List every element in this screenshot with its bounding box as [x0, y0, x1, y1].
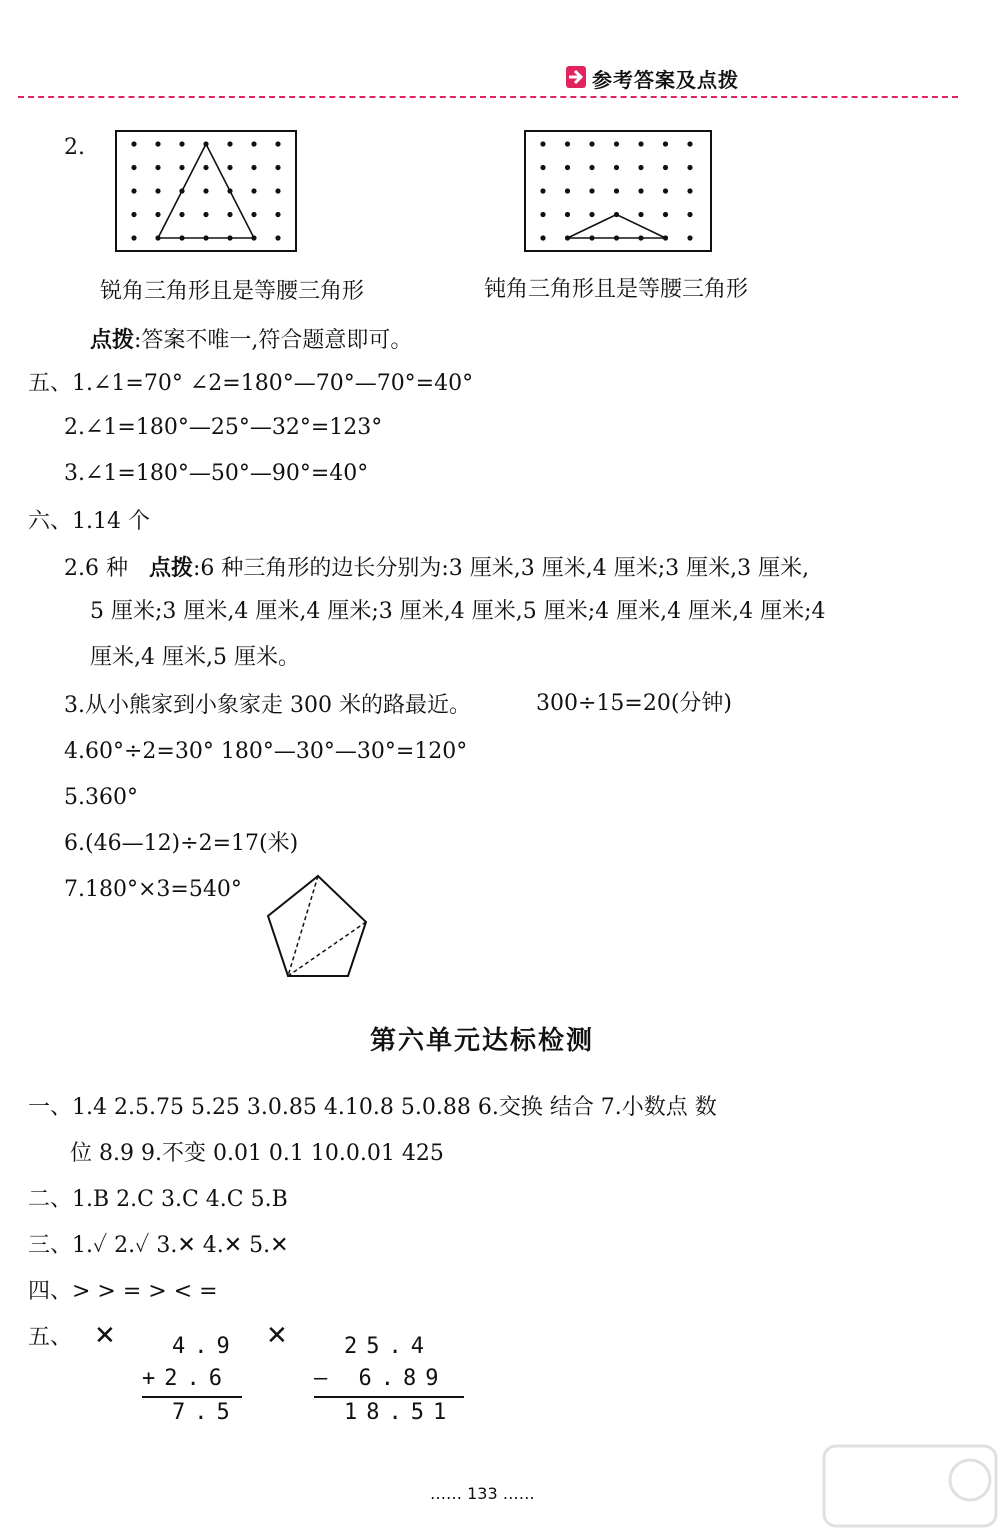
page-number: [430, 1484, 535, 1503]
page-number-value: 133: [467, 1484, 498, 1503]
grid-dot: [155, 188, 160, 193]
grid-dot: [565, 141, 570, 146]
q6-line-2: [64, 554, 809, 583]
grid-dot: [275, 188, 280, 193]
calc2-result: 18.51: [344, 1400, 456, 1425]
q6-line-7: 5.360°: [64, 785, 138, 810]
grid-dot: [687, 235, 692, 240]
grid-dot: [638, 212, 643, 217]
grid-dot: [663, 141, 668, 146]
hint-line: [90, 326, 412, 355]
caption-obtuse: 钝角三角形且是等腰三角形: [484, 277, 749, 302]
u6-s1-line-2: 位 8.9 9.不变 0.01 0.1 10.0.01 425: [70, 1141, 444, 1166]
hint-text: :答案不唯一,符合题意即可。: [134, 328, 413, 353]
grid-dot: [589, 212, 594, 217]
grid-dot: [179, 212, 184, 217]
grid-dot: [540, 188, 545, 193]
grid-dot: [687, 188, 692, 193]
calc2-mid: — 6.89: [314, 1366, 448, 1391]
grid-dot: [589, 188, 594, 193]
grid-dot: [251, 212, 256, 217]
unit-6-title: 第六单元达标检测: [370, 1026, 595, 1056]
pentagon-figure: [262, 872, 372, 982]
hint-label: 点拨: [90, 327, 135, 353]
grid-dot: [179, 165, 184, 170]
grid-dot: [540, 141, 545, 146]
grid-dot: [275, 235, 280, 240]
grid-dot: [565, 188, 570, 193]
calc1-result: 7.5: [172, 1400, 239, 1425]
q6-line-4: 厘米,4 厘米,5 厘米。: [90, 645, 300, 670]
grid-dot: [614, 141, 619, 146]
q6-line-1: 六、1.14 个: [28, 509, 150, 534]
q6-line-3: 5 厘米;3 厘米,4 厘米,4 厘米;3 厘米,4 厘米,5 厘米;4 厘米,4 厘米,4 厘米;4: [90, 599, 826, 624]
grid-dot: [251, 188, 256, 193]
page-dots-left: ……: [430, 1484, 462, 1503]
acute-isosceles-triangle-figure: [117, 132, 295, 250]
dot-grid-acute: [115, 130, 297, 252]
dot-grid-obtuse: [524, 130, 712, 252]
calc1-top: 4.9: [172, 1334, 239, 1359]
u6-s2: 二、1.B 2.C 3.C 4.C 5.B: [28, 1187, 288, 1212]
grid-dot: [663, 212, 668, 217]
grid-dot: [179, 141, 184, 146]
grid-dot: [131, 141, 136, 146]
grid-dot: [540, 165, 545, 170]
grid-dot: [227, 212, 232, 217]
grid-dot: [589, 141, 594, 146]
q5-line-2: 2.∠1=180°—25°—32°=123°: [64, 415, 383, 440]
q6-line-5a: 3.从小熊家到小象家走 300 米的路最近。: [64, 693, 471, 718]
q5-line-3: 3.∠1=180°—50°—90°=40°: [64, 461, 369, 486]
grid-dot: [155, 212, 160, 217]
grid-dot: [614, 188, 619, 193]
calc1-rule: [142, 1396, 242, 1398]
grid-dot: [131, 165, 136, 170]
cross-mark-2: ✕: [266, 1321, 288, 1351]
q2-number: 2.: [64, 135, 85, 160]
grid-dot: [227, 165, 232, 170]
grid-dot: [540, 235, 545, 240]
grid-dot: [687, 165, 692, 170]
triangle-outline: [568, 215, 666, 239]
q5-line-1: 五、1.∠1=70° ∠2=180°—70°—70°=40°: [28, 371, 474, 396]
grid-dot: [565, 165, 570, 170]
grid-dot: [275, 165, 280, 170]
header-title: 参考答案及点拨: [592, 68, 739, 92]
grid-dot: [565, 212, 570, 217]
q6-line-6: 4.60°÷2=30° 180°—30°—30°=120°: [64, 739, 468, 764]
grid-dot: [131, 212, 136, 217]
grid-dot: [540, 212, 545, 217]
u6-s3: 三、1.✓ 2.✓ 3.✕ 4.✕ 5.✕: [28, 1233, 289, 1258]
grid-dot: [203, 165, 208, 170]
arrow-icon: [566, 66, 586, 88]
grid-dot: [663, 188, 668, 193]
grid-dot: [275, 141, 280, 146]
grid-dot: [687, 212, 692, 217]
calc1-mid: +2.6: [142, 1366, 231, 1391]
caption-acute: 锐角三角形且是等腰三角形: [100, 279, 365, 304]
page-dots-right: ……: [502, 1484, 535, 1503]
grid-dot: [589, 165, 594, 170]
grid-dot: [251, 165, 256, 170]
grid-dot: [155, 165, 160, 170]
grid-dot: [638, 188, 643, 193]
q6-2-answer: 2.6 种: [64, 556, 128, 581]
u6-s5-label: 五、: [28, 1325, 73, 1350]
grid-dot: [227, 141, 232, 146]
u6-s1-line-1: 一、1.4 2.5.75 5.25 3.0.85 4.10.8 5.0.88 6.交换 结合 7.小数点 数: [28, 1095, 717, 1120]
grid-dot: [275, 212, 280, 217]
watermark-logo: [820, 1440, 1000, 1532]
grid-dot: [638, 141, 643, 146]
calc2-rule: [314, 1396, 464, 1398]
q6-line-9: 7.180°×3=540°: [64, 877, 242, 902]
u6-s4: 四、> > = > < =: [28, 1279, 218, 1304]
q6-line-8: 6.(46—12)÷2=17(米): [64, 831, 299, 856]
grid-dot: [663, 165, 668, 170]
obtuse-isosceles-triangle-figure: [526, 132, 710, 250]
grid-dot: [251, 141, 256, 146]
grid-dot: [131, 188, 136, 193]
grid-dot: [155, 141, 160, 146]
grid-dot: [203, 188, 208, 193]
grid-dot: [614, 165, 619, 170]
grid-dot: [687, 141, 692, 146]
cross-mark-1: ✕: [94, 1321, 116, 1351]
q6-2-hint-text: :6 种三角形的边长分别为:3 厘米,3 厘米,4 厘米;3 厘米,3 厘米,: [192, 556, 810, 581]
calc2-top: 25.4: [344, 1334, 433, 1359]
grid-dot: [203, 212, 208, 217]
q6-2-hint-label: 点拨: [148, 555, 193, 581]
grid-dot: [131, 235, 136, 240]
grid-dot: [638, 165, 643, 170]
header-divider: [18, 96, 958, 98]
q6-line-5b: 300÷15=20(分钟): [536, 691, 733, 716]
